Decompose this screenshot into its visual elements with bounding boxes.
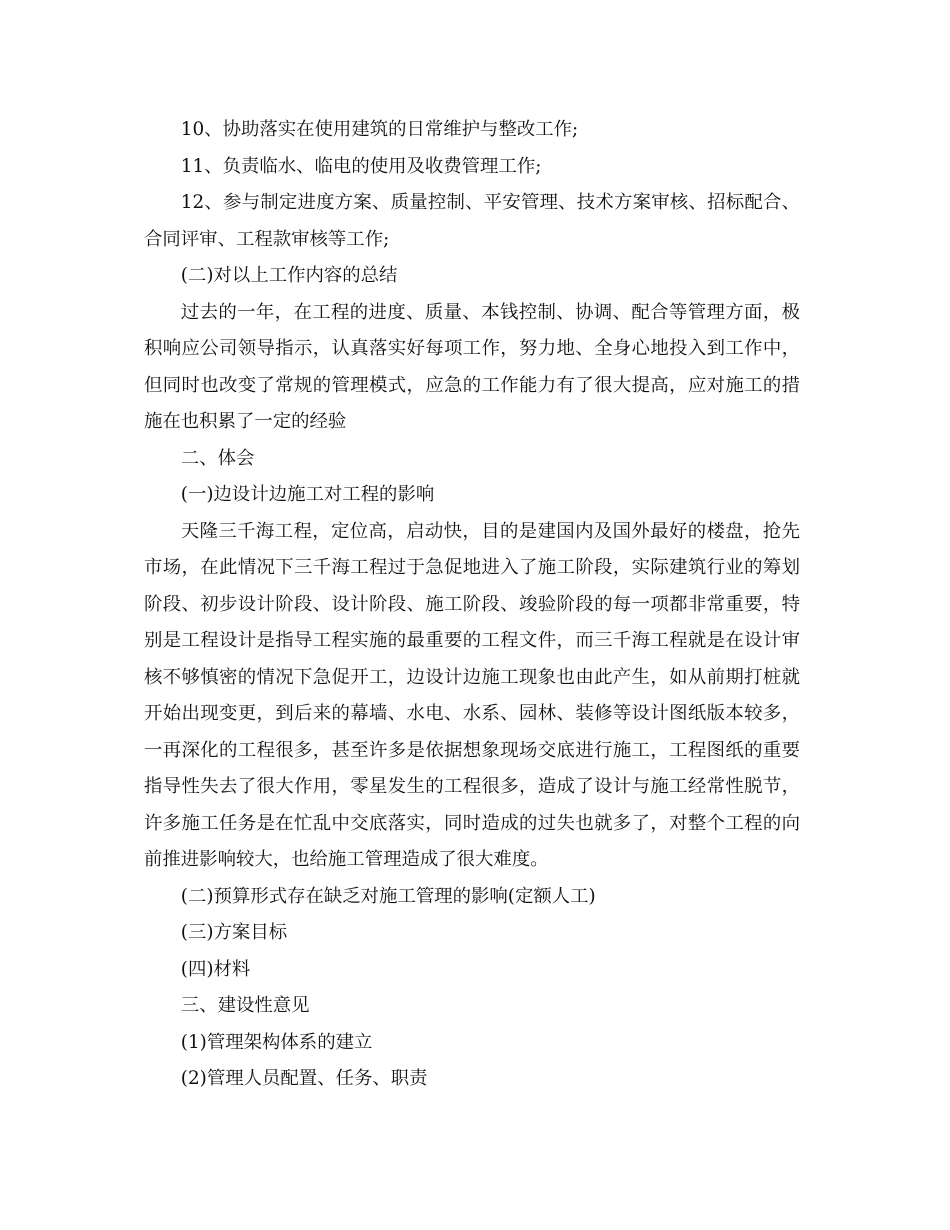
list-item-management-structure: (1)管理架构体系的建立 [180,1031,373,1053]
section-heading-suggestions: 三、建设性意见 [180,995,310,1016]
paragraph-summary: 过去的一年，在工程的进度、质量、本钱控制、协调、配合等管理方面，极积响应公司领导指示，认真落实好每项工作，努力地、全身心地投入到工作中，但同时也改变了常规的管理模式，应急的工作能力有了很大提高，应对施工的措施在也积累了一定的经验 [144,301,800,432]
subheading-budget: (二)预算形式存在缺乏对施工管理的影响(定额人工) [180,885,596,907]
paragraph-item-11: 11、负责临水、临电的使用及收费管理工作; [180,155,542,177]
subheading-design-construction: (一)边设计边施工对工程的影响 [180,484,435,505]
section-heading-experience: 二、体会 [180,447,255,469]
subheading-plan-goals: (三)方案目标 [180,922,288,943]
paragraph-item-10: 10、协助落实在使用建筑的日常维护与整改工作; [180,119,579,140]
subheading-materials: (四)材料 [180,958,251,980]
paragraph-design-construction: 天隆三千海工程，定位高，启动快，目的是建国内及国外最好的楼盘，抢先市场，在此情况下三千海工程过于急促地进入了施工阶段，实际建筑行业的筹划阶段、初步设计阶段、设计阶段、施工阶段、竣验阶段的每一项都非常重要，特别是工程设计是指导工程实施的最重要的工程文件，而三千海工程就是在设计审核不够慎密的情况下急促开工，边设计边施工现象也由此产生，如从前期打桩就开始出现变更，到后来的幕墙、水电、水系、园林、装修等设计图纸版本较多，一再深化的工程很多，甚至许多是依据想象现场交底进行施工，工程图纸的重要指导性失去了很大作用，零星发生的工程很多，造成了设计与施工经常性脱节，许多施工任务是在忙乱中交底落实，同时造成的过失也就多了，对整个工程的向前推进影响较大，也给施工管理造成了很大难度。 [144,520,800,870]
list-item-staffing: (2)管理人员配置、任务、职责 [180,1068,428,1089]
document-body [144,112,800,1098]
paragraph-item-12: 12、参与制定进度方案、质量控制、平安管理、技术方案审核、招标配合、合同评审、工程款审核等工作; [144,192,800,250]
section-heading-summary: (二)对以上工作内容的总结 [180,265,398,286]
